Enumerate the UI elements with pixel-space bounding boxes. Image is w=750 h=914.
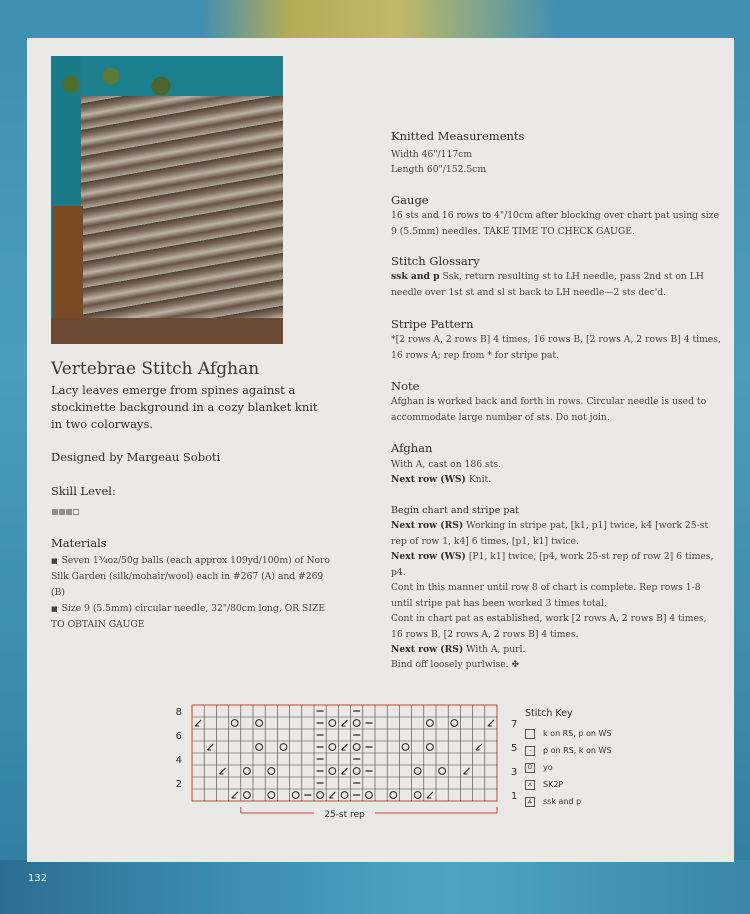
stitch-key-title: Stitch Key: [525, 708, 573, 719]
stitch-key-ssk-p: [525, 793, 715, 810]
glossary-text: [391, 269, 721, 300]
materials-item-text: Size 9 (5.5mm) circular needle, 32"/80cm long, OR SIZE TO OBTAIN GAUGE: [51, 603, 326, 630]
stitch-key-knit: [525, 725, 715, 742]
designer-credit: Designed by Margeau Soboti: [51, 450, 221, 464]
materials-item-yarn: [51, 553, 331, 601]
note-text: Afghan is worked back and forth in rows. Circular needle is used to accommodate large number of sts. Do not join.: [391, 396, 707, 423]
ssk-p-symbol-icon: ∡: [525, 797, 535, 807]
instruction-purl-row: [391, 642, 721, 658]
stitch-key: [525, 708, 715, 810]
materials-item-text: Seven 1¾oz/50g balls (each approx 109yd/100m) of Noro Silk Garden (silk/mohair/wool) each in #267 (A) and #269 (B): [51, 555, 330, 598]
background-paint-bottom: [0, 860, 750, 914]
gauge-text: 16 sts and 16 rows to 4"/10cm after blocking over chart pat using size 9 (5.5mm) needles. TAKE TIME TO CHECK GAUGE.: [391, 210, 719, 237]
pattern-title: Vertebrae Stitch Afghan: [51, 359, 260, 379]
afghan-cast-on: With A, cast on 186 sts.: [391, 459, 502, 470]
chart-row-label: 4: [175, 755, 182, 766]
chart-row-label: 3: [511, 767, 518, 778]
materials-list: [51, 553, 331, 633]
skill-box-filled: [52, 509, 58, 515]
chart-row-label: 6: [175, 731, 182, 742]
afghan-first-row: [391, 472, 721, 488]
stripe-heading: Stripe Pattern: [391, 317, 474, 331]
row-text: Working in stripe pat, [k1, p1] twice, k4 [work 25-st rep of row 1, k4] 6 times, [p1, k1] twice.: [391, 520, 709, 547]
page-number: 132: [28, 873, 48, 884]
purl-symbol-icon: –: [525, 746, 535, 756]
chart-row-label: 2: [175, 779, 182, 790]
materials-heading: Materials: [51, 536, 107, 550]
afghan-photo: [51, 56, 283, 344]
instruction-rs: [391, 518, 721, 549]
measurements-width: Width 46"/117cm: [391, 149, 473, 160]
repeat-label: 25-st rep: [324, 810, 365, 820]
row-term: Next row (RS): [391, 644, 464, 655]
row-term: Next row (WS): [391, 474, 466, 485]
chart-row-label: 7: [511, 719, 518, 730]
skill-box-empty: [73, 509, 79, 515]
skill-box-filled: [66, 509, 72, 515]
stitch-key-yo: [525, 759, 715, 776]
yo-symbol-icon: O: [525, 763, 535, 773]
bullet-icon: ■: [51, 605, 58, 613]
note-heading: Note: [391, 379, 420, 393]
instruction-ws: [391, 549, 721, 580]
chart-row-label: 8: [175, 707, 182, 718]
stitch-key-purl: [525, 742, 715, 759]
pattern-page: [27, 38, 734, 862]
stitch-key-label: k on RS, p on WS: [543, 729, 612, 738]
row-term: Next row (WS): [391, 551, 466, 562]
row-text: Knit.: [468, 474, 492, 485]
stitch-chart: [139, 700, 518, 830]
afghan-heading: Afghan: [391, 441, 433, 455]
stitch-key-label: p on RS, k on WS: [543, 746, 612, 755]
skill-level-heading: Skill Level:: [51, 484, 116, 498]
row-text: With A, purl.: [466, 644, 526, 655]
bullet-icon: ■: [51, 557, 58, 565]
stitch-key-sk2p: [525, 776, 715, 793]
skill-box-filled: [59, 509, 65, 515]
stitch-key-label: ssk and p: [543, 797, 582, 806]
measurements-length: Length 60"/152.5cm: [391, 164, 487, 175]
skill-level-indicator: [52, 509, 79, 515]
stitch-key-label: yo: [543, 763, 553, 772]
photo-floor: [51, 318, 283, 344]
chart-row-label: 1: [511, 791, 518, 802]
stitch-key-label: SK2P: [543, 780, 564, 789]
photo-leaves: [51, 64, 283, 104]
row-text: [P1, k1] twice, [p4, work 25-st rep of row 2] 6 times, p4.: [391, 551, 714, 578]
begin-chart-heading: Begin chart and stripe pat: [391, 505, 520, 516]
glossary-heading: Stitch Glossary: [391, 254, 480, 268]
background-paint-top: [200, 0, 560, 40]
pattern-description: Lacy leaves emerge from spines against a stockinette background in a cozy blanket knit in two colorways.: [51, 383, 318, 431]
instruction-bind-off: Bind off loosely purlwise. ✤: [391, 659, 520, 670]
glossary-definition: Ssk, return resulting st to LH needle, pass 2nd st on LH needle over 1st st and sl st back to LH needle—2 sts dec'd.: [391, 271, 704, 298]
measurements-heading: Knitted Measurements: [391, 129, 525, 143]
instruction-continue-2: Cont in chart pat as established, work [2 rows A, 2 rows B] 4 times, 16 rows B, [2 rows A, 2 rows B] 4 times.: [391, 613, 707, 640]
instruction-continue-1: Cont in this manner until row 8 of chart is complete. Rep rows 1-8 until stripe pat has been worked 3 times total.: [391, 582, 701, 609]
stitch-chart-svg: [139, 700, 518, 830]
glossary-term: ssk and p: [391, 271, 440, 282]
stripe-text: *[2 rows A, 2 rows B] 4 times, 16 rows B, [2 rows A, 2 rows B] 4 times, 16 rows A; rep from * for stripe pat.: [391, 334, 721, 361]
sk2p-symbol-icon: ⋏: [525, 780, 535, 790]
knit-symbol-icon: [525, 729, 535, 739]
materials-item-needle: [51, 601, 331, 633]
gauge-heading: Gauge: [391, 193, 429, 207]
chart-row-label: 5: [511, 743, 518, 754]
row-term: Next row (RS): [391, 520, 464, 531]
